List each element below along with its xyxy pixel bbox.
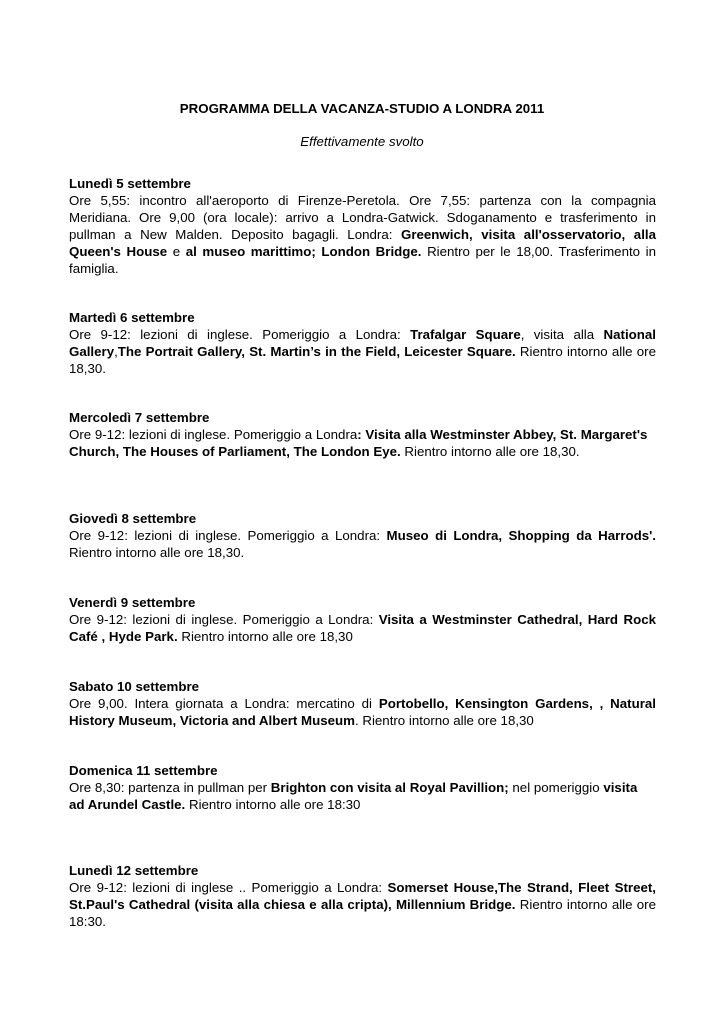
day-heading: Martedì 6 settembre xyxy=(69,310,195,325)
text-run: Ore 9,00. Intera giornata a Londra: mercatino di xyxy=(69,696,379,711)
text-run: e xyxy=(167,244,186,259)
text-run: Rientro intorno alle ore 18,30 xyxy=(177,629,353,644)
text-run: Rientro intorno alle ore 18,30. xyxy=(400,444,580,459)
day-entry-7 xyxy=(69,762,656,813)
text-run: Ore 9-12: lezioni di inglese. Pomeriggio a Londra: xyxy=(69,528,387,543)
day-heading: Lunedì 12 settembre xyxy=(69,863,199,878)
day-entry-3 xyxy=(69,409,656,460)
text-run: Ore 9-12: lezioni di inglese .. Pomeriggio a Londra: xyxy=(69,880,388,895)
highlighted-place: Museo di Londra, Shopping da Harrods'. xyxy=(386,528,657,543)
day-entry-2 xyxy=(69,309,656,377)
text-run: , visita alla xyxy=(520,327,604,342)
highlighted-place: The Portrait Gallery, St. Martin’s in the Field, Leicester Square. xyxy=(117,344,516,359)
day-description xyxy=(69,779,656,813)
day-heading: Mercoledì 7 settembre xyxy=(69,410,210,425)
document-title: PROGRAMMA DELLA VACANZA-STUDIO A LONDRA 2011 xyxy=(179,101,545,116)
text-run: Ore 9-12: lezioni di inglese. Pomeriggio a Londra: xyxy=(69,327,411,342)
day-description xyxy=(69,192,656,277)
highlighted-place: : Visita alla Westminster Abbey, St. Margaret's Church, The Houses of Parliament, The London Eye. xyxy=(69,427,648,459)
day-heading: Sabato 10 settembre xyxy=(69,679,200,694)
text-run: Rientro intorno alle ore 18,30. xyxy=(69,344,657,376)
highlighted-place: National Gallery xyxy=(69,327,656,359)
day-description xyxy=(69,527,656,561)
highlighted-place: Trafalgar Square xyxy=(410,327,521,342)
text-run: , xyxy=(114,344,118,359)
day-entry-5 xyxy=(69,594,656,645)
day-heading: Giovedì 8 settembre xyxy=(69,511,197,526)
text-run: Ore 5,55: incontro all'aeroporto di Firenze-Peretola. Ore 7,55: partenza con la compagnia Meridiana. Ore 9,00 (ora locale): arrivo a Londra-Gatwick. Sdoganamento e trasferimento in pullman a New Malden. Deposito bagagli. Londra: xyxy=(69,193,656,242)
day-entry-8 xyxy=(69,862,656,930)
day-entry-1 xyxy=(69,175,656,277)
day-description xyxy=(69,326,656,377)
text-run: nel pomeriggio xyxy=(508,780,604,795)
text-run: Rientro per le 18,00. Trasferimento in famiglia. xyxy=(69,244,656,276)
day-description xyxy=(69,611,656,645)
text-run: Ore 9-12: lezioni di inglese. Pomeriggio a Londra xyxy=(69,427,358,442)
highlighted-place: Brighton con visita al Royal Pavillion; xyxy=(270,780,509,795)
day-heading: Venerdì 9 settembre xyxy=(69,595,196,610)
highlighted-place: Greenwich, visita all'osservatorio, alla Queen's House xyxy=(69,227,656,259)
day-description xyxy=(69,426,656,460)
day-heading: Domenica 11 settembre xyxy=(69,763,218,778)
text-run: Rientro intorno alle ore 18:30. xyxy=(69,897,656,929)
day-description xyxy=(69,695,656,729)
text-run: Rientro intorno alle ore 18:30 xyxy=(185,797,361,812)
highlighted-place: Somerset House,The Strand, Fleet Street, St.Paul's Cathedral (visita alla chiesa e alla cripta), Millennium Bridge. xyxy=(69,880,657,912)
text-run: . Rientro intorno alle ore 18,30 xyxy=(354,713,534,728)
text-run: Rientro intorno alle ore 18,30. xyxy=(69,545,245,560)
document-subtitle: Effettivamente svolto xyxy=(300,134,424,149)
highlighted-place: visita ad Arundel Castle. xyxy=(69,780,638,812)
day-entry-4 xyxy=(69,510,656,561)
text-run: Ore 8,30: partenza in pullman per xyxy=(69,780,271,795)
day-entry-6 xyxy=(69,678,656,729)
day-heading: Lunedì 5 settembre xyxy=(69,176,191,191)
highlighted-place: al museo marittimo; London Bridge. xyxy=(185,244,422,259)
highlighted-place: Visita a Westminster Cathedral, Hard Rock Café , Hyde Park. xyxy=(69,612,657,644)
day-description xyxy=(69,879,656,930)
highlighted-place: Portobello, Kensington Gardens, , Natural History Museum, Victoria and Albert Museum xyxy=(69,696,656,728)
text-run: Ore 9-12: lezioni di inglese. Pomeriggio a Londra: xyxy=(69,612,379,627)
